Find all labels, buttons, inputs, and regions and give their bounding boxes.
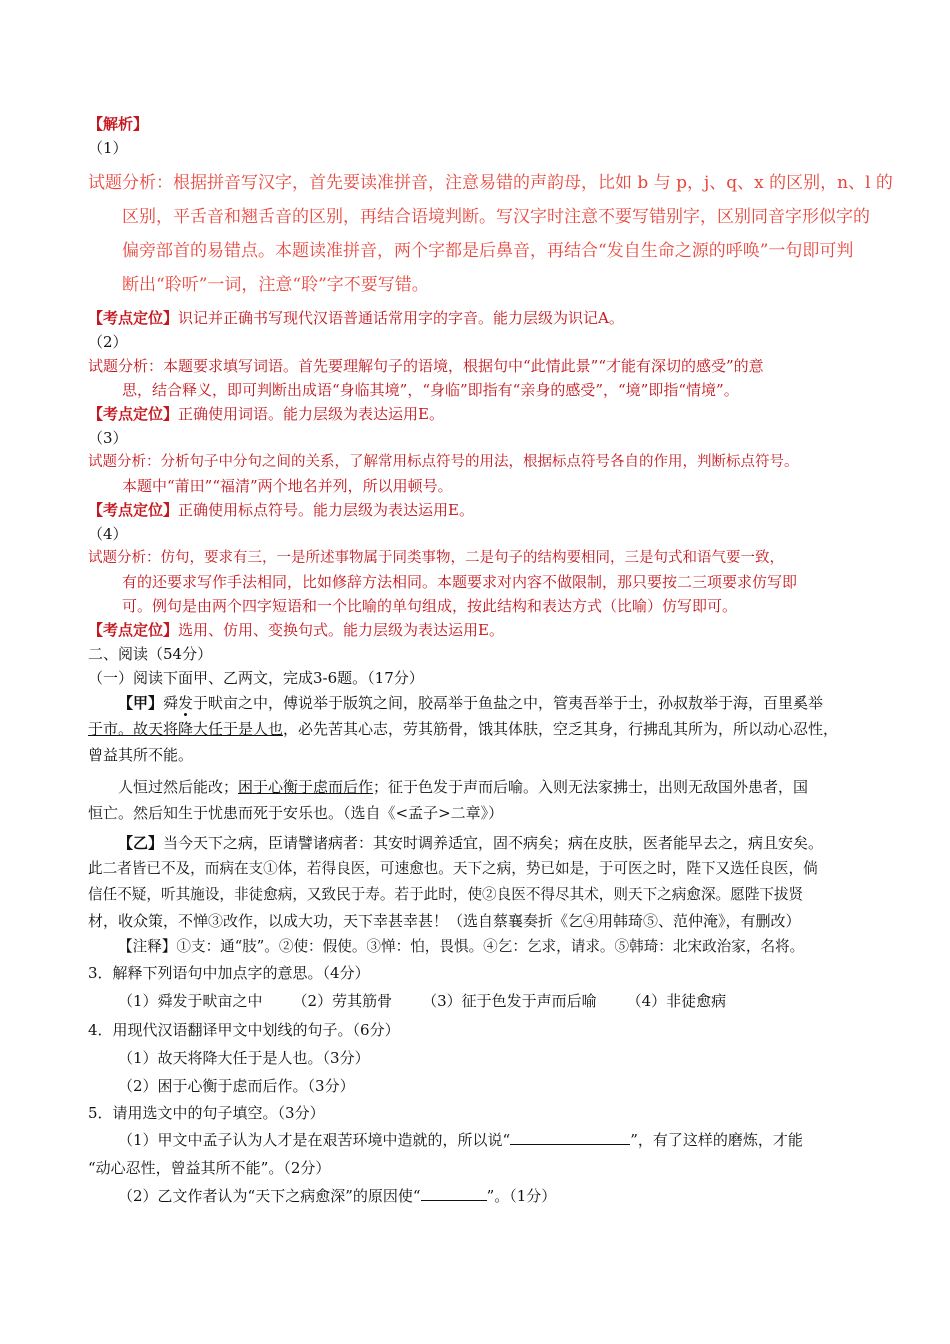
answer-blank[interactable] — [421, 1184, 487, 1201]
q5-item-1: （1）甲文中孟子认为人才是在艰苦环境中造就的，所以说“ ”，有了这样的磨炼，才能 — [88, 1126, 878, 1154]
reading-subsection-title: （一）阅读下面甲、乙两文，完成3-6题。（17分） — [88, 669, 424, 687]
annotation-note: 【注释】①支：通“肢”。②使：假使。③惮：怕，畏惧。④乞：乞求，请求。⑤韩琦：北宋政治家，名将。 — [118, 938, 805, 955]
q2-analysis-line: 思，结合释义，即可判断出成语“身临其境”，“身临”即指有“亲身的感受”，“境”即指“情境”。 — [122, 381, 739, 399]
q3-point — [88, 498, 878, 522]
yi-line2: 此二者皆已不及，而病在支①体，若得良医，可速愈也。天下之病，势已如是，于可医之时，陛下又选任良医，倘 — [88, 860, 818, 877]
q4-point — [88, 618, 878, 642]
dotted-char: 发 — [178, 694, 194, 712]
q5-item-2: （2）乙文作者认为“天下之病愈深”的原因使“ ”。（1分） — [88, 1182, 878, 1210]
q4-analysis-line: 试题分析：仿句，要求有三，一是所述事物属于同类事物，二是句子的结构要相同，三是句式和语气要一致， — [88, 550, 784, 566]
q5-item-1-cont: “动心忍性，曾益其所不能”。（2分） — [88, 1159, 331, 1177]
q3-item: （2）劳其筋骨 — [292, 992, 393, 1010]
point-text: 正确使用标点符号。能力层级为表达运用E。 — [178, 501, 474, 519]
question-5-title: 5．请用选文中的句子填空。（3分） — [88, 1104, 325, 1122]
point-tag: 【考点定位】 — [88, 309, 179, 327]
jia-para1-line2: 于市。故天将降大任于是人也，必先苦其心志，劳其筋骨，饿其体肤，空乏其身，行拂乱其所为，所以动心忍性， — [88, 720, 839, 738]
reading-section-title: 二、阅读（54分） — [88, 645, 213, 663]
q4-item: （1）故天将降大任于是人也。（3分） — [118, 1049, 370, 1067]
q3-item: （1）舜发于畎亩之中 — [118, 992, 263, 1010]
q3-analysis-line: 本题中“莆田”“福清”两个地名并列，所以用顿号。 — [122, 477, 453, 495]
q1-analysis-line: 偏旁部首的易错点。本题读准拼音，两个字都是后鼻音，再结合“发自生命之源的呼唤”一句即可判 — [122, 241, 854, 261]
q1-analysis — [88, 166, 893, 302]
q3-number: （3） — [88, 429, 128, 447]
q3-item: （3）征于色发于声而后喻 — [422, 992, 597, 1010]
q3-analysis-line: 试题分析：分析句子中分句之间的关系，了解常用标点符号的用法，根据标点符号各自的作用，判断标点符号。 — [88, 454, 799, 470]
jia-para1-line1: 【甲】舜发于畎亩之中，傅说举于版筑之间，胶鬲举于鱼盐之中，管夷吾举于士，孙叔敖举于海，百里奚举 — [118, 694, 824, 712]
jia-para2-line1: 人恒过然后能改；困于心衡于虑而后作；征于色发于声而后喻。入则无法家拂士，出则无敌国外患者，国 — [118, 778, 809, 796]
analysis-heading: 【解析】 — [88, 115, 149, 133]
q3-item: （4）非徒愈病 — [626, 992, 727, 1010]
q2-number: （2） — [88, 333, 128, 351]
question-3-title: 3．解释下列语句中加点字的意思。（4分） — [88, 964, 370, 982]
q1-point — [88, 306, 878, 330]
q4-number: （4） — [88, 525, 128, 543]
q1-number: （1） — [88, 139, 128, 157]
q1-analysis-line: 试题分析：根据拼音写汉字，首先要读准拼音，注意易错的声韵母，比如 b 与 p，j、q、x 的区别，n、l 的 — [88, 173, 893, 193]
yi-line4: 材，收众策，不惮③改作，以成大功，天下幸甚幸甚！（选自蔡襄奏折《乞④用韩琦⑤、范仲淹》，有删改） — [88, 912, 801, 930]
jia-para2-line2: 恒亡。然后知生于忧患而死于安乐也。（选自《<孟子>二章》） — [88, 804, 504, 822]
q4-analysis-line: 可。例句是由两个四字短语和一个比喻的单句组成，按此结构和表达方式（比喻）仿写即可。 — [122, 597, 738, 615]
jia-para1-line3: 曾益其所不能。 — [88, 746, 194, 764]
q2-analysis-line: 试题分析：本题要求填写词语。首先要理解句子的语境，根据句中“此情此景”“才能有深切的感受”的意 — [88, 357, 764, 375]
underlined-sentence: 困于心衡于虑而后作 — [238, 778, 374, 796]
underlined-sentence: 于市。故天将降大任于是人也 — [88, 720, 284, 738]
point-tag: 【考点定位】 — [88, 501, 179, 519]
point-text: 选用、仿用、变换句式。能力层级为表达运用E。 — [178, 621, 504, 639]
question-4-title: 4．用现代汉语翻译甲文中划线的句子。（6分） — [88, 1021, 400, 1039]
point-text: 正确使用词语。能力层级为表达运用E。 — [178, 405, 444, 423]
yi-line1: 【乙】当今天下之病，臣请譬诸病者：其安时调养适宜，固不病矣；病在皮肤，医者能早去之，病且安矣。 — [118, 834, 824, 852]
q4-item: （2）困于心衡于虑而后作。（3分） — [118, 1077, 355, 1095]
answer-blank[interactable] — [510, 1128, 630, 1145]
point-text: 识记并正确书写现代汉语普通话常用字的字音。能力层级为识记A。 — [178, 309, 624, 327]
yi-tag: 【乙】 — [118, 834, 164, 852]
point-tag: 【考点定位】 — [88, 621, 179, 639]
document-page — [88, 112, 893, 1210]
q1-analysis-line: 断出“聆听”一词，注意“聆”字不要写错。 — [122, 275, 429, 295]
q1-analysis-line: 区别，平舌音和翘舌音的区别，再结合语境判断。写汉字时注意不要写错别字，区别同音字形似字的 — [122, 207, 870, 227]
jia-tag: 【甲】 — [118, 694, 164, 712]
question-3-items — [88, 986, 878, 1016]
q2-point — [88, 402, 878, 426]
point-tag: 【考点定位】 — [88, 405, 179, 423]
yi-line3: 信任不疑，听其施设，非徒愈病，又致民于寿。若于此时，使②良医不得尽其术，则天下之病愈深。愿陛下拔贤 — [88, 886, 804, 903]
q4-analysis-line: 有的还要求写作手法相同，比如修辞方法相同。本题要求对内容不做限制，那只要按二三项要求仿写即 — [122, 573, 798, 591]
